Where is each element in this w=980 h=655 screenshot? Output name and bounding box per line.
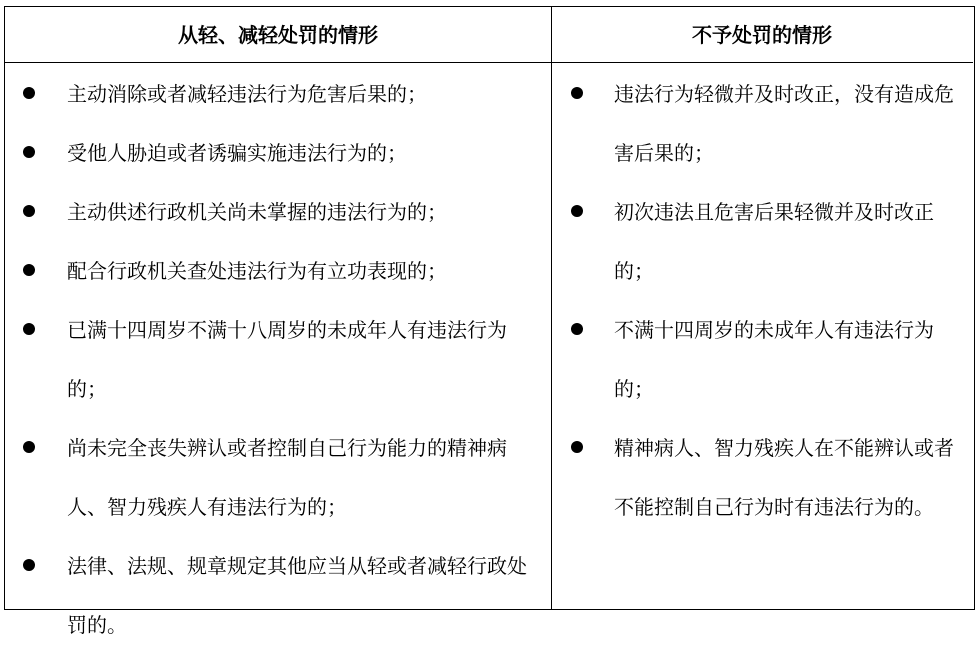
right-column-header: 不予处罚的情形 [551,7,973,63]
list-item-text: 受他人胁迫或者诱骗实施违法行为的； [67,141,407,165]
list-item-text: 已满十四周岁不满十八周岁的未成年人有违法行为的； [67,318,507,401]
left-column-list [5,65,549,655]
bullet-icon [23,146,35,158]
list-item-text: 不满十四周岁的未成年人有违法行为的； [614,318,934,401]
bullet-icon [571,323,583,335]
right-column-list [554,65,973,537]
list-item [5,65,549,124]
list-item-text: 初次违法且危害后果轻微并及时改正的； [614,200,934,283]
list-item [5,419,549,537]
bullet-icon [23,264,35,276]
column-divider [551,7,552,609]
list-item-text: 主动供述行政机关尚未掌握的违法行为的； [67,200,447,224]
penalty-table [4,6,975,637]
bullet-icon [571,441,583,453]
list-item [554,301,973,419]
list-item [554,183,973,301]
list-item [554,65,973,183]
list-item-text: 尚未完全丧失辨认或者控制自己行为能力的精神病人、智力残疾人有违法行为的； [67,436,507,519]
list-item [554,419,973,537]
bullet-icon [23,87,35,99]
list-item-text: 精神病人、智力残疾人在不能辨认或者不能控制自己行为时有违法行为的。 [614,436,954,519]
bullet-icon [23,559,35,571]
list-item [5,301,549,419]
list-item-text: 违法行为轻微并及时改正，没有造成危害后果的； [614,82,954,165]
bullet-icon [571,205,583,217]
list-item-text: 配合行政机关查处违法行为有立功表现的； [67,259,447,283]
list-item [5,242,549,301]
list-item [5,537,549,655]
list-item [5,124,549,183]
bullet-icon [23,205,35,217]
list-item-text: 法律、法规、规章规定其他应当从轻或者减轻行政处罚的。 [67,554,527,637]
list-item [5,183,549,242]
left-column-header: 从轻、减轻处罚的情形 [5,7,551,63]
bullet-icon [23,441,35,453]
list-item-text: 主动消除或者减轻违法行为危害后果的； [67,82,427,106]
bullet-icon [23,323,35,335]
bullet-icon [571,87,583,99]
